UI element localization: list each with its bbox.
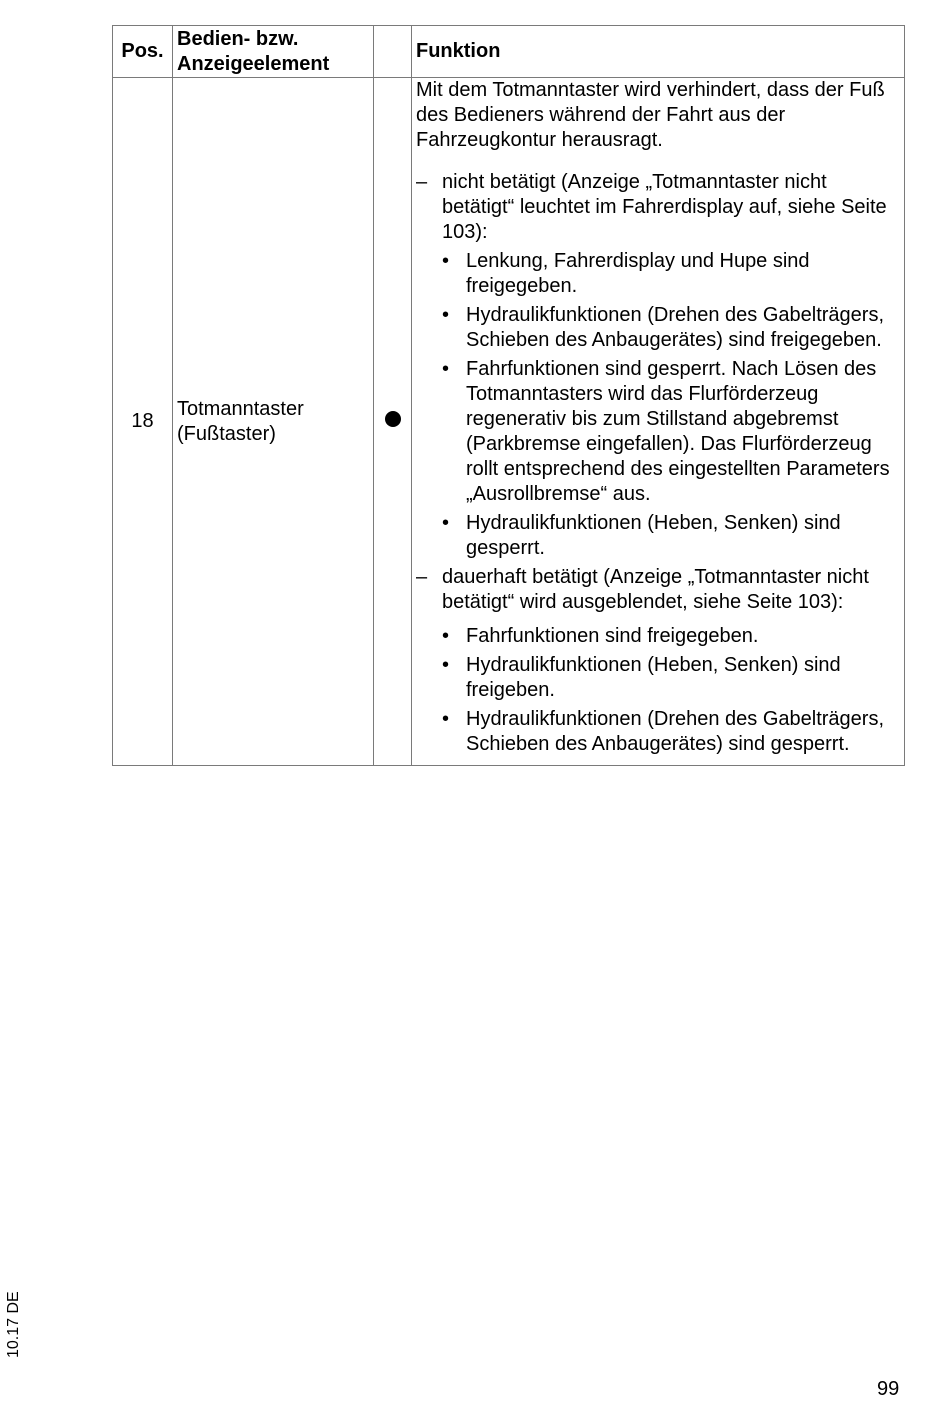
- function-intro: Mit dem Totmanntaster wird verhindert, dass der Fuß des Bedieners während der Fahrt aus der Fahrzeugkontur herausragt.: [416, 79, 885, 151]
- edition-label: 10.17 DE: [5, 1291, 22, 1358]
- list-item: [442, 624, 900, 649]
- list-item-text: nicht betätigt (Anzeige „Totmanntaster nicht betätigt“ leuchtet im Fahrerdisplay auf, siehe Seite 103):: [442, 171, 887, 243]
- bullet-marker: •: [442, 304, 450, 326]
- header-indicator: [374, 26, 412, 78]
- list-item-text: Hydraulikfunktionen (Heben, Senken) sind gesperrt.: [466, 512, 841, 559]
- bullet-marker: •: [442, 512, 450, 534]
- page-number: 99: [877, 1378, 900, 1400]
- row-function: [412, 78, 905, 766]
- bullet-marker: •: [442, 654, 450, 676]
- function-table: [112, 25, 905, 766]
- header-element: Bedien- bzw. Anzeigeelement: [173, 26, 374, 78]
- filled-circle-icon: [385, 411, 401, 427]
- list-item-text: Lenkung, Fahrerdisplay und Hupe sind freigegeben.: [466, 250, 810, 297]
- list-item-text: Hydraulikfunktionen (Drehen des Gabelträgers, Schieben des Anbaugerätes) sind gesperrt.: [466, 708, 884, 755]
- list-item-text: Fahrfunktionen sind gesperrt. Nach Lösen des Totmanntasters wird das Flurförderzeug regenerativ bis zum Stillstand abgebremst (Parkbremse eingefallen). Das Flurförderzeug rollt entsprechend des eingestellten Parameters „Ausrollbremse“ aus.: [466, 358, 890, 505]
- list-item-text: Hydraulikfunktionen (Heben, Senken) sind freigeben.: [466, 654, 841, 701]
- list-item: [442, 653, 900, 703]
- row-indicator: [374, 78, 412, 766]
- header-function: Funktion: [412, 26, 905, 78]
- list-item: [416, 565, 900, 615]
- list-item: [442, 357, 900, 507]
- bullet-marker: •: [442, 358, 450, 380]
- list-item: [442, 249, 900, 299]
- dash-marker: –: [416, 171, 428, 193]
- row-element: Totmanntaster (Fußtaster): [173, 78, 374, 766]
- bullet-marker: •: [442, 250, 450, 272]
- bullet-marker: •: [442, 625, 450, 647]
- list-item: [416, 170, 900, 245]
- list-item: [442, 707, 900, 757]
- table-row: [113, 78, 905, 766]
- table-header-row: [113, 26, 905, 78]
- cell-spacer: [416, 757, 900, 765]
- list-item: [442, 303, 900, 353]
- list-item-text: Fahrfunktionen sind freigegeben.: [466, 625, 759, 647]
- list-item-text: dauerhaft betätigt (Anzeige „Totmanntaster nicht betätigt“ wird ausgeblendet, siehe Seite 103):: [442, 566, 869, 613]
- list-item-text: Hydraulikfunktionen (Drehen des Gabelträgers, Schieben des Anbaugerätes) sind freigegeben.: [466, 304, 884, 351]
- row-pos: 18: [113, 78, 173, 766]
- dash-marker: –: [416, 566, 428, 588]
- list-item: [442, 511, 900, 561]
- bullet-marker: •: [442, 708, 450, 730]
- header-pos: Pos.: [113, 26, 173, 78]
